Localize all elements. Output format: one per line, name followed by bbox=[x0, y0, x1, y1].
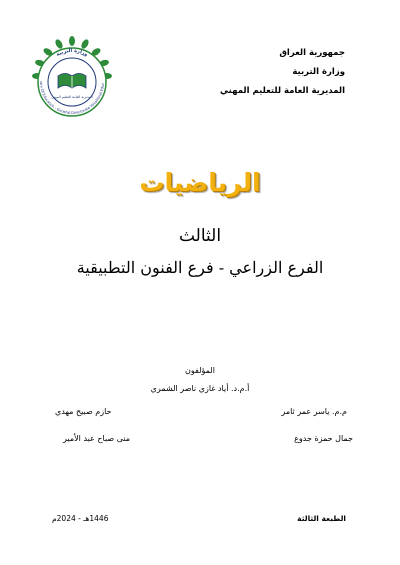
author-name: م.م. ياسر عمر ثامر bbox=[281, 407, 347, 416]
header-ministry: وزارة التربية bbox=[292, 67, 345, 77]
author-name: جمال حمزة جدوع bbox=[294, 434, 353, 443]
publication-year: 1446هـ - 2024م bbox=[52, 514, 109, 523]
edition-label: الطبعة الثالثة bbox=[297, 514, 346, 523]
branch-title: الفرع الزراعي - فرع الفنون التطبيقية bbox=[76, 258, 324, 277]
author-name: منى صباح عبد الأمير bbox=[63, 434, 131, 443]
logo-top-text: وزارة التربية bbox=[55, 47, 89, 58]
grade-title: الثالث bbox=[178, 226, 222, 246]
lead-author: أ.م.د. أياد غازي ناصر الشمري bbox=[150, 384, 250, 393]
logo-english-text: stry Of Education - General Directorate Vocational Educ bbox=[38, 81, 106, 116]
logo-middle-text: المديرية العامة للتعليم المهني bbox=[51, 95, 93, 99]
author-name: حازم صبيح مهدي bbox=[55, 407, 112, 416]
header-directorate: المديرية العامة للتعليم المهني bbox=[220, 86, 345, 96]
ministry-logo bbox=[28, 36, 116, 124]
authors-label: المؤلفون bbox=[185, 366, 215, 375]
subject-title: الرياضيات bbox=[139, 168, 261, 197]
ministry-logo-icon bbox=[28, 36, 116, 124]
ministry-header bbox=[220, 44, 345, 101]
header-country: جمهورية العراق bbox=[279, 48, 345, 58]
